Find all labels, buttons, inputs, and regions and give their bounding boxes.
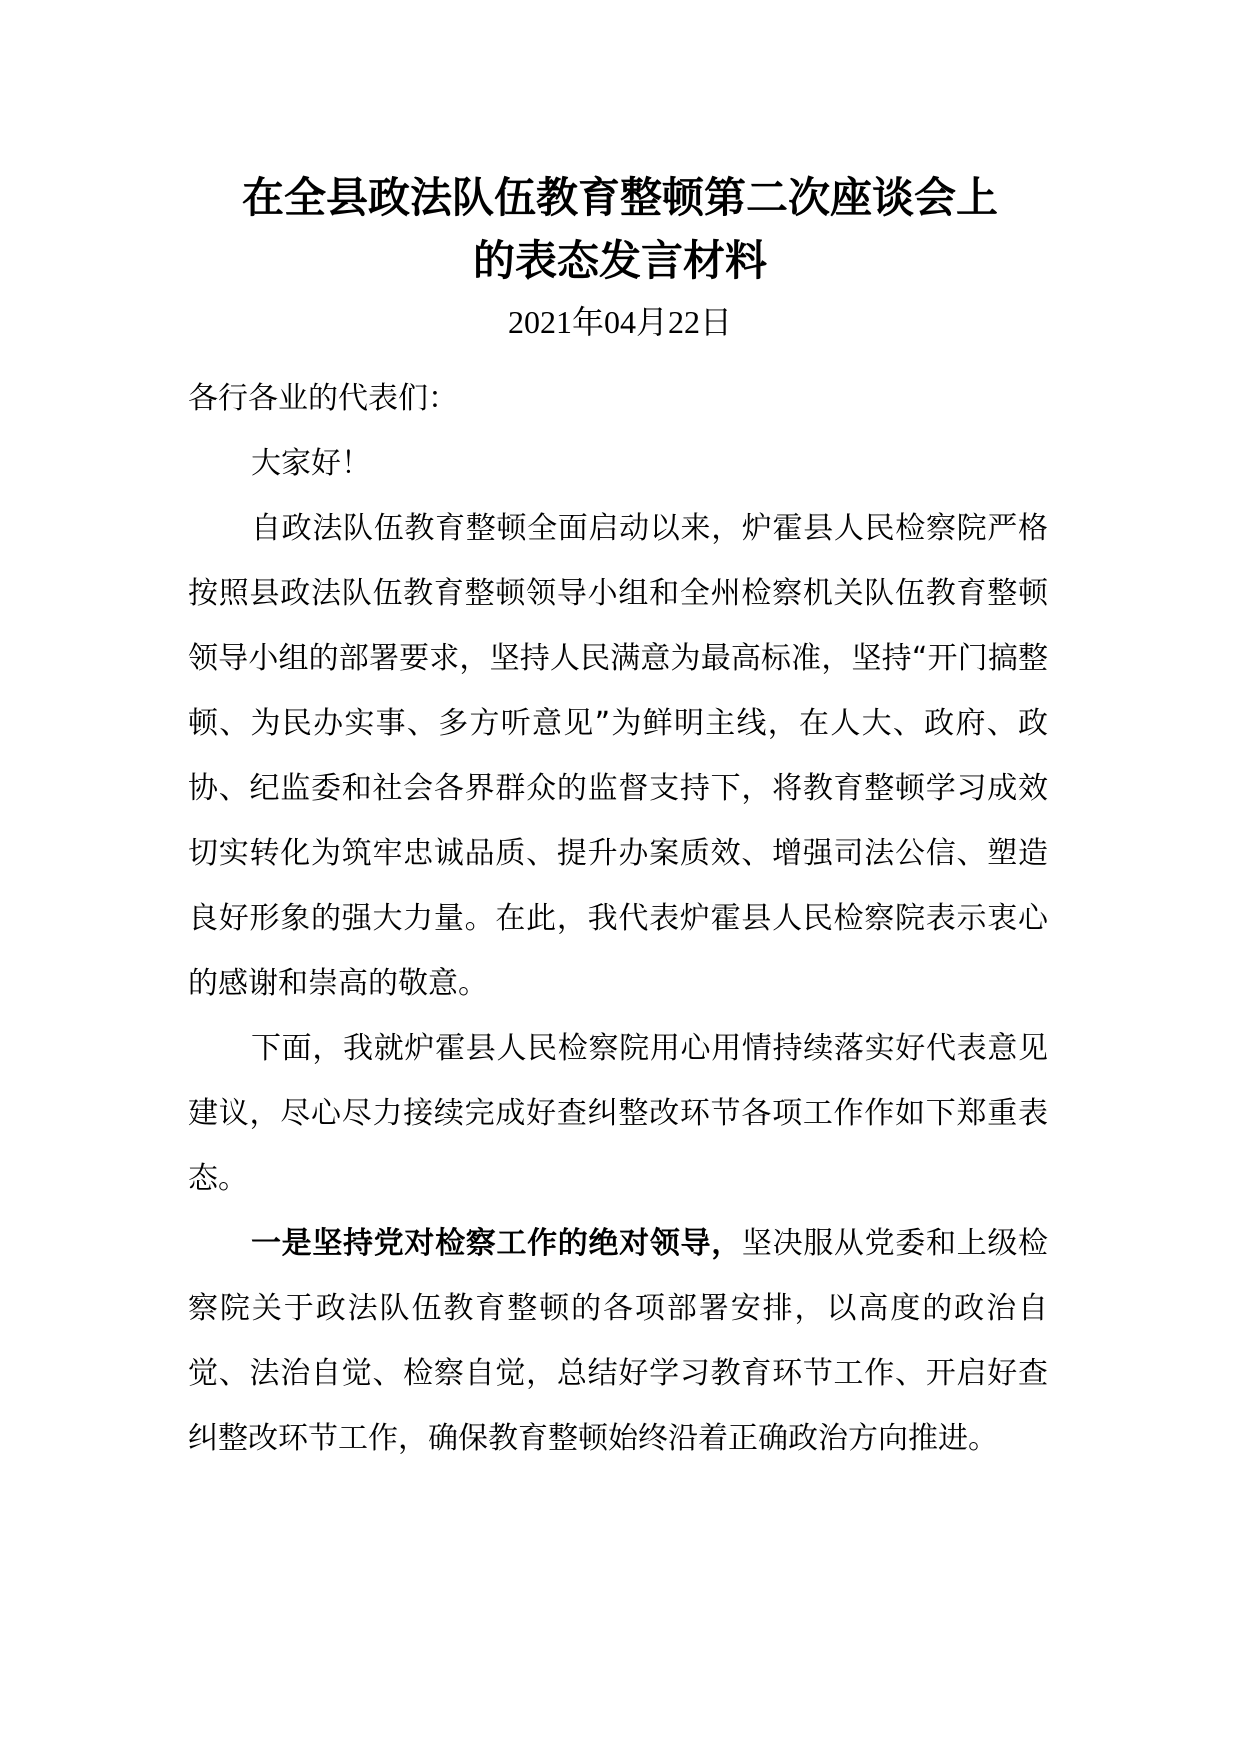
paragraph-3-body: 坚决服从党委和上级检察院关于政法队伍教育整顿的各项部署安排，以高度的政治自觉、法治自觉、检察自觉，总结好学习教育环节工作、开启好查纠整改环节工作，确保教育整顿始终沿着正确政治方向推进。: [188, 1226, 1049, 1456]
paragraph-3-lead: 一是坚持党对检察工作的绝对领导，: [251, 1226, 742, 1261]
document-title-line-1: 在全县政法队伍教育整顿第二次座谈会上: [241, 173, 998, 222]
paragraph-1: 自政法队伍教育整顿全面启动以来，炉霍县人民检察院严格按照县政法队伍教育整顿领导小组和全州检察机关队伍教育整顿领导小组的部署要求，坚持人民满意为最高标准，坚持“开门搞整顿、为民办实事、多方听意见”为鲜明主线，在人大、政府、政协、纪监委和社会各界群众的监督支持下，将教育整顿学习成效切实转化为筑牢忠诚品质、提升办案质效、增强司法公信、塑造良好形象的强大力量。在此，我代表炉霍县人民检察院表示衷心的感谢和崇高的敬意。: [188, 511, 1048, 1001]
salutation: 各行各业的代表们：: [188, 381, 458, 416]
paragraph-2: 下面，我就炉霍县人民检察院用心用情持续落实好代表意见建议，尽心尽力接续完成好查纠整改环节各项工作作如下郑重表态。: [188, 1031, 1048, 1196]
paragraph-3: [188, 1211, 1048, 1471]
document-title-line-2: 的表态发言材料: [472, 236, 767, 285]
document-body: [188, 366, 1048, 1471]
greeting: 大家好！: [251, 446, 371, 481]
document-date: 2021年04月22日: [507, 304, 732, 340]
